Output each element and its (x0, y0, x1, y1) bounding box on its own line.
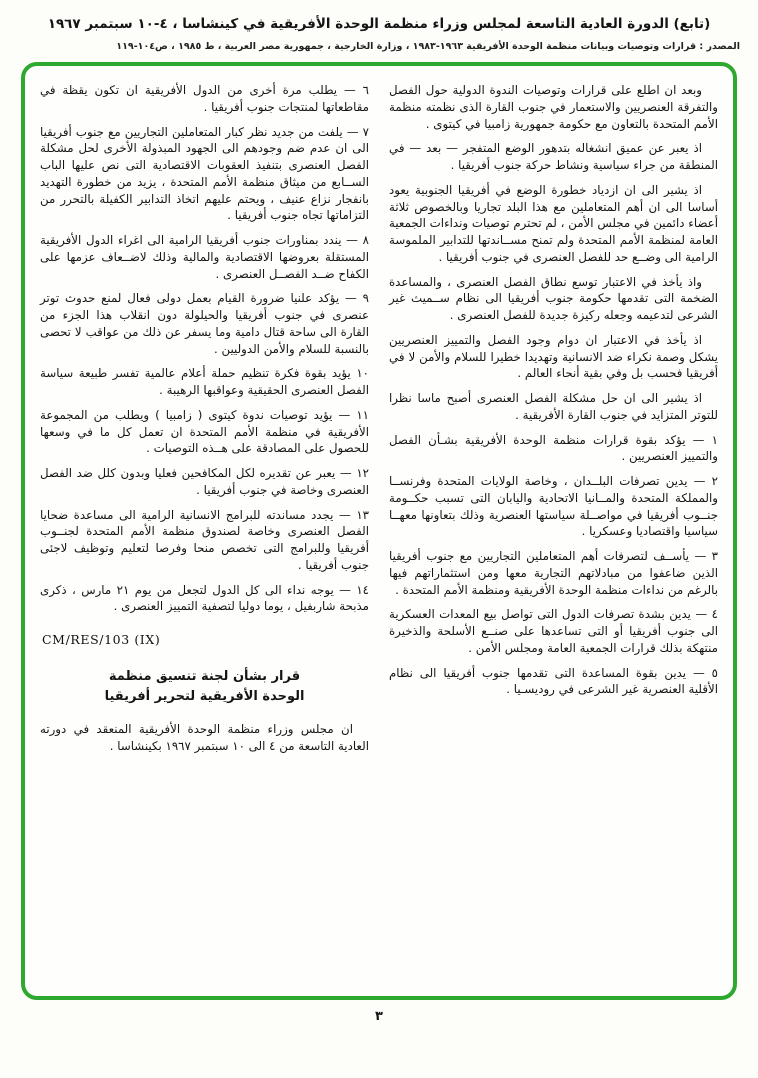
paragraph-preamble: واذ يأخذ في الاعتبار توسع نطاق الفصل العنصرى ، والمساعدة الضخمة التى تقدمها حكومة جنوب أفريقيا الى نظام ســميث غير الشرعى لتدعيمه وجعله ركيزة جديدة للفصل العنصرى . (389, 274, 718, 322)
resolution-item-9: ٩ — يؤكد علنيا ضرورة القيام بعمل دولى فعال لمنع حدوث توتر عنصرى في جنوب أفريقيا والحيلولة دون انقلاب هذا الجزء من القارة الى ساحة قتال دامية وما يسفر عن ذلك من عواقب لا تحصى بالنسبة للسلام والأمن الدوليين . (40, 291, 369, 356)
resolution-item-11: ١١ — يؤيد توصيات ندوة كيتوى ( زامبيا ) ويطلب من المجموعة الأفريقية في منظمة الأمم المتحدة ان تعمل كل ما في وسعها للحصول على المصادقة على هــذه التوصيات . (40, 407, 369, 456)
resolution-item-8: ٨ — يندد بمناورات جنوب أفريقيا الرامية الى اغراء الدول الأفريقية المستقلة بعروضها الاقتصادية والمالية وذلك لاضــعاف عزمها على الكفاح ضــد الفصــل العنصرى . (40, 233, 369, 281)
paragraph-preamble: اذ يعبر عن عميق انشغاله بتدهور الوضع المتفجر — بعد — في المنطقة من جراء سياسية ونشاط حركة جنوب أفريقيا . (389, 141, 718, 172)
document-title: (تابع) الدورة العادية التاسعة لمجلس وزراء منظمة الوحدة الأفريقية في كينشاسا ، ٤-١٠ سبتمبر ١٩٦٧ (47, 16, 711, 32)
resolution-title-line1: قرار بشأن لجنة تنسيق منظمة (108, 668, 301, 684)
resolution-item-7: ٧ — يلفت من جديد نظر كبار المتعاملين التجاريين مع جنوب أفريقيا الى ان عدم ضم وجودهم الى الجهود المبذولة الأخرى لحل مشكلة الفصل العنصرى بتنفيذ العقوبات الاقتصادية التى نص عليها الباب الســابع من ميثاق منظمة الأمم المتحدة ، يزيد من خطورة التهديد بانفجار نزاع عنيف ، ويحتم عليهم اتخاذ التدابير الكفيلة بالتحرر من التزاماتها تجاه جنوب أفريقيا . (40, 124, 369, 223)
resolution-item-3: ٣ — يأســف لتصرفات أهم المتعاملين التجاريين مع جنوب أفريقيا الذين ضاعفوا من مبادلاتهم التجارية معها ومن استثماراتهم فيها بالرغم من نداءات منظمة الوحدة الأفريقية ومنظمة الأمم المتحدة . (389, 549, 718, 597)
resolution-closing-paragraph: ان مجلس وزراء منظمة الوحدة الأفريقية المنعقد في دورته العادية التاسعة من ٤ الى ١٠ سبتمبر ١٩٦٧ بكينشاسا . (40, 722, 369, 753)
resolution-title (40, 667, 369, 707)
document-source-line: المصدر : قرارات وتوصيات وبيانات منظمة الوحدة الأفريقية ١٩٦٣-١٩٨٣ ، وزارة الخارجية ، جمهورية مصر العربية ، ط ١٩٨٥ ، ص١٠٤-١١٩ (116, 41, 740, 52)
two-column-layout (40, 82, 718, 763)
right-column (389, 82, 718, 763)
resolution-title-line2: الوحدة الأفريقية لتحرير أفريقيا (104, 688, 305, 704)
paragraph-preamble: اذ يأخذ في الاعتبار ان دوام وجود الفصل والتمييز العنصريين يشكل وصمة نكراء ضد الانسانية وتهديدا خطيرا للسلام والأمن لا في أفريقيا فحسب بل وفي بقية أنحاء العالم . (389, 332, 718, 381)
paragraph-preamble: وبعد ان اطلع على قرارات وتوصيات الندوة الدولية حول الفصل والتفرقة العنصريين والاستعمار في جنوب القارة الذى نظمته منظمة الأمم المتحدة بالتعاون مع حكومة جمهورية زامبيا في كيتوى . (389, 83, 718, 131)
resolution-item-10: ١٠ يؤيد بقوة فكرة تنظيم حملة أعلام عالمية تفسر طبيعة سياسة الفصل العنصرى الحقيقية وعواقبها الرهيبة . (40, 366, 369, 397)
resolution-item-12: ١٢ — يعبر عن تقديره لكل المكافحين فعليا وبدون كلل ضد الفصل العنصرى وخاصة في جنوب أفريقيا . (40, 466, 369, 497)
resolution-item-1: ١ — يؤكد بقوة قرارات منظمة الوحدة الأفريقية بشـأن الفصل والتمييز العنصريين . (389, 432, 718, 464)
left-column (40, 82, 369, 763)
resolution-item-2: ٢ — يدين تصرفات البلــدان ، وخاصة الولايات المتحدة وفرنســا والمملكة المتحدة والمــانيا الاتحادية واليابان التى تسبب حكــومة جنــوب أفريقيا في مواصــلة سياستها العنصرية وذلك بتعاونها معهــا سياسيا واقتصاديا وعسكريا . (389, 474, 718, 539)
paragraph-preamble: اذ يشير الى ان حل مشكلة الفصل العنصرى أصبح ماسا نظرا للتوتر المتزايد في جنوب القارة الأفريقية . (389, 391, 718, 422)
resolution-item-6: ٦ — يطلب مرة أخرى من الدول الأفريقية ان تكون يقظة في مقاطعاتها لمنتجات جنوب أفريقيا . (40, 83, 369, 114)
page-number: ٣ (375, 1009, 383, 1024)
content-frame (21, 62, 737, 1000)
resolution-item-14: ١٤ — يوجه نداء الى كل الدول لتجعل من يوم ٢١ مارس ، ذكرى مذبحة شاربفيل ، يوما دوليا لتصفية التمييز العنصرى . (40, 582, 369, 614)
document-header (18, 16, 740, 52)
resolution-item-13: ١٣ — يجدد مساندته للبرامج الانسانية الرامية الى مساعدة ضحايا الفصل العنصرى وخاصة لصندوق منظمة الأمم المتحدة لجنــوب أفريقيا وللبرامج التى تخصص منحا وفرصا لتعليم وتوظيف لاجئى جنوب أفريقيا . (40, 507, 369, 572)
resolution-item-5: ٥ — يدين بقوة المساعدة التى تقدمها جنوب أفريقيا الى نظام الأقلية العنصرية غير الشرعى في روديسـيا . (389, 665, 718, 697)
resolution-item-4: ٤ — يدين بشدة تصرفات الدول التى تواصل بيع المعدات العسكرية الى جنوب أفريقيا أو التى تساعدها على صنــع الأسلحة والذخيرة منتهكة بذلك قرارات الجمعية العامة ومجلس الأمن . (389, 607, 718, 655)
resolution-reference: CM/RES/103 (IX) (42, 632, 161, 647)
paragraph-preamble: اذ يشير الى ان ازدياد خطورة الوضع في أفريقيا الجنوبية يعود أساسا الى ان أهم المتعاملين مع هذا البلد تجاريا وبالخصوص ثلاثة أعضاء دائمين في مجلس الأمن ، لم تحترم توصيات ونداءات الجمعية العامة لمنظمة الأمم المتحدة ولم تمنح مســاندتها للتدابير الملموسة الرامية الى وضــع حد للفصل العنصرى في جنوب أفريقيا . (389, 182, 718, 264)
